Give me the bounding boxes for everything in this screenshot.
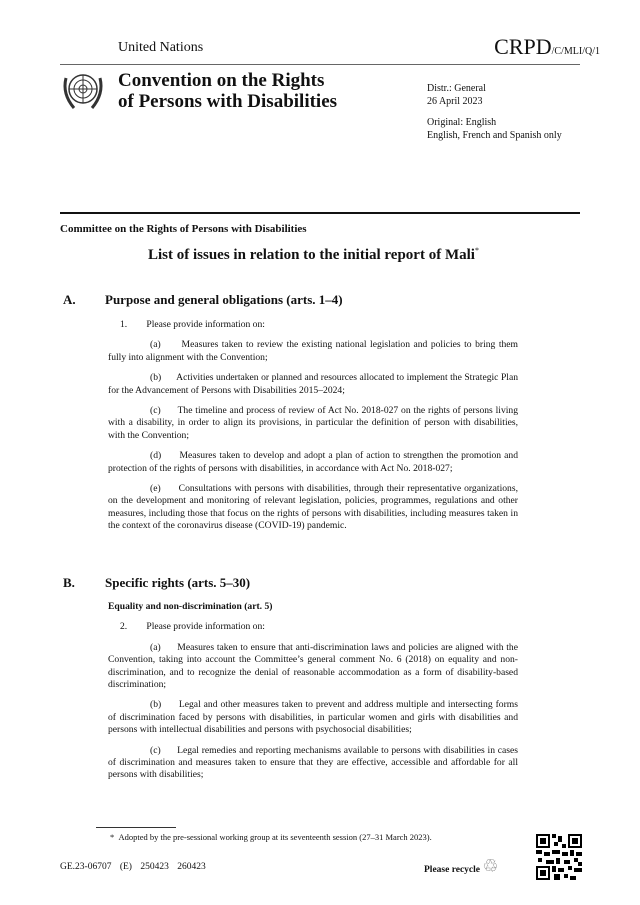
title-line: Convention on the Rights bbox=[118, 70, 325, 91]
job-number: GE.23-06707 (E) 250423 260423 bbox=[60, 862, 206, 872]
recycle-icon: ♲ bbox=[482, 856, 499, 876]
qr-code-icon bbox=[536, 834, 582, 880]
list-item: (e) Consultations with persons with disabilities, through their representative organizations, on the development and monitoring of relevant legislation, policies, programmes, regulations and other measures, including those that focus on the rights of persons with disabilities, including measures taken in the context of the coronavirus disease (COVID-19) pandemic. bbox=[108, 483, 518, 532]
section-letter: B. bbox=[63, 575, 75, 590]
distribution-info bbox=[427, 82, 486, 108]
languages: English, French and Spanish only bbox=[427, 130, 562, 141]
doc-title-text: List of issues in relation to the initial report of Mali bbox=[148, 247, 475, 263]
list-item: (c) Legal remedies and reporting mechanisms available to persons with disabilities in cases of discrimination and measures taken to ensure that they are effective, accessible and affordable for all persons with disabilities; bbox=[108, 744, 518, 781]
paragraph-1: 1. Please provide information on: bbox=[120, 319, 265, 330]
list-item: (d) Measures taken to develop and adopt a plan of action to strengthen the promotion and protection of the rights of persons with disabilities, in accordance with Act No. 2018-027; bbox=[108, 450, 518, 474]
list-item: (a) Measures taken to ensure that anti-discrimination laws and policies are aligned with the Convention, taking into account the Committee’s general comment No. 6 (2018) on equality and non-discrimination, and to recognize the denial of reasonable accommodation as a form of disability-based discrimination; bbox=[108, 641, 518, 691]
footnote-rule bbox=[96, 827, 176, 828]
paragraph-2: 2. Please provide information on: bbox=[120, 621, 265, 633]
section-b-heading bbox=[63, 575, 250, 591]
list-item: (c) The timeline and process of review of Act No. 2018-027 on the rights of persons living with a disability, in order to align its provisions, in particular the definition of person with disabilities, with the Convention; bbox=[108, 405, 518, 441]
un-emblem-icon bbox=[60, 68, 106, 114]
document-symbol bbox=[494, 34, 600, 60]
recycle-text: Please recycle bbox=[424, 865, 480, 875]
section-b-body bbox=[108, 601, 518, 790]
symbol-main: CRPD bbox=[494, 34, 552, 59]
document-title bbox=[148, 246, 479, 264]
org-name: United Nations bbox=[118, 40, 204, 55]
section-a-body bbox=[108, 319, 518, 541]
list-item: (b) Legal and other measures taken to prevent and address multiple and intersecting forms of discrimination faced by persons with disabilities, in particular women and girls with disabilities and persons with intellectual disabilities and persons with psychosocial disabilities; bbox=[108, 699, 518, 736]
recycle-note bbox=[424, 856, 499, 877]
section-title: Purpose and general obligations (arts. 1–4) bbox=[105, 292, 343, 307]
committee-name: Committee on the Rights of Persons with Disabilities bbox=[60, 223, 307, 235]
title-rule bbox=[60, 212, 580, 214]
original-language: Original: English bbox=[427, 117, 497, 128]
symbol-sub: /C/MLI/Q/1 bbox=[551, 46, 600, 57]
footnote: * Adopted by the pre-sessional working group at its seventeenth session (27–31 March 2023). bbox=[110, 832, 432, 842]
body-title bbox=[118, 70, 337, 112]
date: 26 April 2023 bbox=[427, 96, 483, 107]
header-rule bbox=[60, 64, 580, 65]
list-item: (a) Measures taken to review the existing national legislation and policies to bring them fully into alignment with the Convention; bbox=[108, 339, 518, 363]
footnote-mark: * bbox=[474, 246, 479, 255]
list-item: (b) Activities undertaken or planned and resources allocated to implement the Strategic Plan for the Advancement of Persons with Disabilities 2015–2024; bbox=[108, 372, 518, 396]
section-title: Specific rights (arts. 5–30) bbox=[105, 575, 251, 590]
title-line: of Persons with Disabilities bbox=[118, 91, 338, 112]
distr: Distr.: General bbox=[427, 83, 486, 94]
language-info bbox=[427, 116, 562, 142]
section-a-heading bbox=[63, 292, 343, 308]
section-letter: A. bbox=[63, 292, 76, 307]
subsection-title: Equality and non-discrimination (art. 5) bbox=[108, 601, 273, 612]
